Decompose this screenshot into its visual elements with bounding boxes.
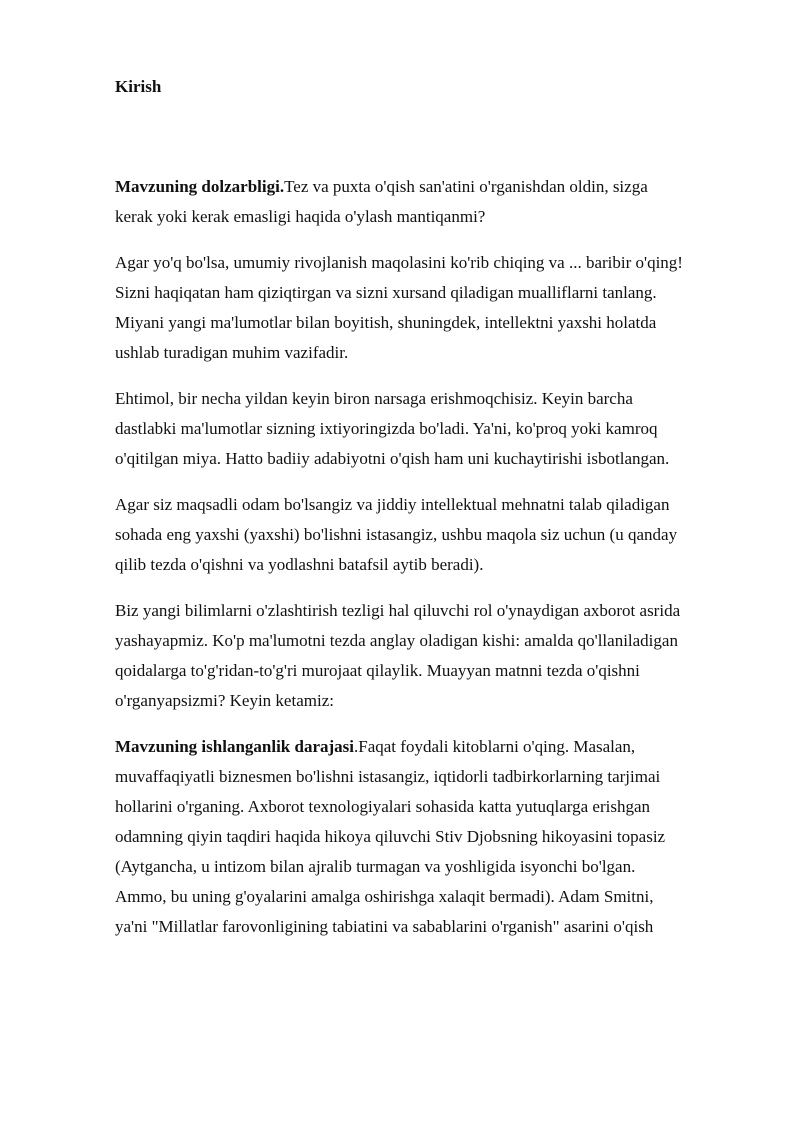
paragraph-relevance (115, 172, 745, 232)
text-line: qilib tezda o'qishni va yodlashni batafsil aytib beradi). (115, 555, 484, 574)
text-line: Ammo, bu uning g'oyalarini amalga oshirishga xalaqit bermadi). Adam Smitni, (115, 887, 654, 906)
text-line: Sizni haqiqatan ham qiziqtirgan va sizni xursand qiladigan mualliflarni tanlang. (115, 283, 657, 302)
text-line: o'qitilgan miya. Hatto badiiy adabiyotni o'qish ham uni kuchaytirishi isbotlangan. (115, 449, 670, 468)
text-line: Agar siz maqsadli odam bo'lsangiz va jiddiy intellektual mehnatni talab qiladigan (115, 495, 670, 514)
paragraph (115, 248, 745, 368)
text-line: ushlab turadigan muhim vazifadir. (115, 343, 349, 362)
paragraph (115, 384, 745, 474)
text-line: Miyani yangi ma'lumotlar bilan boyitish, shuningdek, intellektni yaxshi holatda (115, 313, 657, 332)
paragraph-lead: Mavzuning dolzarbligi. (115, 177, 285, 196)
text-line: yashayapmiz. Ko'p ma'lumotni tezda anglay oladigan kishi: amalda qo'llaniladigan (115, 631, 678, 650)
text-line: kerak yoki kerak emasligi haqida o'ylash mantiqanmi? (115, 207, 486, 226)
text-line (115, 732, 745, 762)
text-line: Biz yangi bilimlarni o'zlashtirish tezligi hal qiluvchi rol o'ynaydigan axborot asrida (115, 601, 681, 620)
text-line: sohada eng yaxshi (yaxshi) bo'lishni istasangiz, ushbu maqola siz uchun (u qanday (115, 525, 678, 544)
text-line: qoidalarga to'g'ridan-to'g'ri murojaat qilaylik. Muayyan matnni tezda o'qishni (115, 661, 640, 680)
paragraph (115, 490, 745, 580)
text-line (115, 172, 745, 202)
text-line: odamning qiyin taqdiri haqida hikoya qiluvchi Stiv Djobsning hikoyasini topasiz (115, 827, 666, 846)
paragraph-lead: Mavzuning ishlanganlik darajasi (115, 737, 355, 756)
paragraph-development-degree (115, 732, 745, 942)
text-line: (Aytgancha, u intizom bilan ajralib turmagan va yoshligida isyonchi bo'lgan. (115, 857, 636, 876)
paragraph (115, 596, 745, 716)
text-line: dastlabki ma'lumotlar sizning ixtiyoringizda bo'ladi. Ya'ni, ko'proq yoki kamroq (115, 419, 658, 438)
text-line: muvaffaqiyatli biznesmen bo'lishni istasangiz, iqtidorli tadbirkorlarning tarjimai (115, 767, 661, 786)
text-line: Ehtimol, bir necha yildan keyin biron narsaga erishmoqchisiz. Keyin barcha (115, 389, 633, 408)
line-text: .Faqat foydali kitoblarni o'qing. Masalan, (354, 737, 636, 756)
text-line: hollarini o'rganing. Axborot texnologiyalari sohasida katta yutuqlarga erishgan (115, 797, 650, 816)
text-line: Agar yo'q bo'lsa, umumiy rivojlanish maqolasini ko'rib chiqing va ... baribir o'qing! (115, 253, 683, 272)
line-text: Tez va puxta o'qish san'atini o'rganishdan oldin, sizga (284, 177, 648, 196)
document-body (115, 172, 745, 958)
text-line: ya'ni "Millatlar farovonligining tabiatini va sabablarini o'rganish" asarini o'qish (115, 917, 654, 936)
section-heading: Kirish (115, 77, 162, 96)
text-line: o'rganyapsizmi? Keyin ketamiz: (115, 691, 334, 710)
